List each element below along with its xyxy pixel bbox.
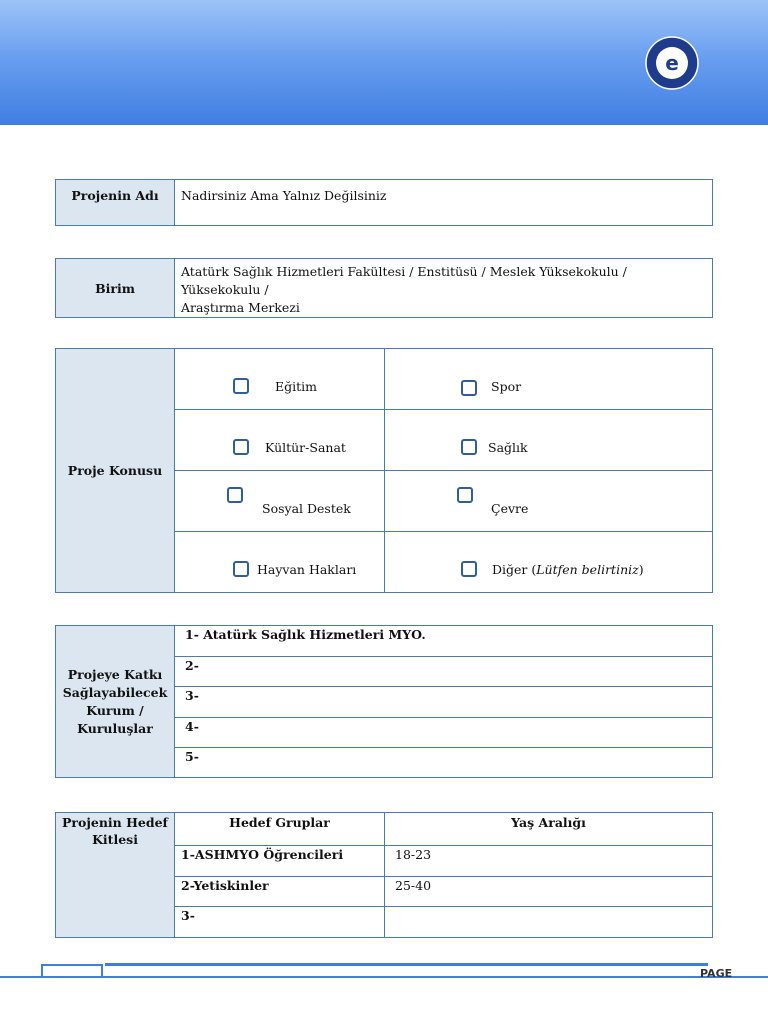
option-sosyal-destek: Sosyal Destek	[262, 501, 351, 516]
footer-page-label: PAGE	[700, 967, 733, 980]
checkbox-cevre[interactable]	[457, 487, 473, 503]
university-logo-icon	[645, 36, 699, 90]
checkbox-sosyal-destek[interactable]	[227, 487, 243, 503]
topic-label: Proje Konusu	[56, 349, 175, 593]
project-name-table	[55, 179, 713, 226]
contributor-item: 5-	[175, 748, 713, 778]
checkbox-diger[interactable]	[461, 561, 477, 577]
audience-label: Projenin Hedef Kitlesi	[56, 813, 175, 938]
checkbox-kultur-sanat[interactable]	[233, 439, 249, 455]
audience-table	[55, 812, 713, 938]
audience-col-age: Yaş Aralığı	[385, 813, 713, 846]
topic-table	[55, 348, 713, 593]
unit-value	[175, 259, 713, 318]
contributors-table	[55, 625, 713, 778]
topic-cell	[385, 410, 713, 471]
contributor-item: 2-	[175, 657, 713, 687]
audience-group: 1-ASHMYO Öğrencileri	[175, 846, 385, 877]
topic-cell	[385, 349, 713, 410]
audience-group: 2-Yetiskinler	[175, 877, 385, 907]
contributors-label: Projeye Katkı Sağlayabilecek Kurum / Kuruluşlar	[56, 626, 175, 778]
unit-table	[55, 258, 713, 318]
header-banner	[0, 0, 768, 125]
project-name-value: Nadirsiniz Ama Yalnız Değilsiniz	[175, 180, 713, 226]
audience-group: 3-	[175, 907, 385, 938]
audience-age	[385, 907, 713, 938]
option-egitim: Eğitim	[275, 379, 317, 394]
unit-label: Birim	[56, 259, 175, 318]
option-diger	[492, 562, 644, 577]
checkbox-hayvan-haklari[interactable]	[233, 561, 249, 577]
option-hayvan-haklari: Hayvan Hakları	[257, 562, 357, 577]
option-cevre: Çevre	[491, 501, 529, 516]
checkbox-egitim[interactable]	[233, 378, 249, 394]
footer-line	[0, 976, 768, 978]
audience-age: 25-40	[385, 877, 713, 907]
audience-age: 18-23	[385, 846, 713, 877]
checkbox-spor[interactable]	[461, 380, 477, 396]
option-spor: Spor	[491, 379, 522, 394]
audience-col-groups: Hedef Gruplar	[175, 813, 385, 846]
logo-letter: e	[665, 51, 679, 75]
contributor-item: 4-	[175, 718, 713, 748]
option-diger-prefix: Diğer (	[492, 562, 537, 577]
option-saglik: Sağlık	[488, 440, 528, 455]
contributor-item: 1- Atatürk Sağlık Hizmetleri MYO.	[175, 626, 713, 657]
option-diger-suffix: )	[638, 562, 644, 577]
option-kultur-sanat: Kültür-Sanat	[265, 440, 346, 455]
project-name-label: Projenin Adı	[56, 180, 175, 226]
unit-value-line2: Araştırma Merkezi	[181, 300, 300, 315]
unit-value-line1: Atatürk Sağlık Hizmetleri Fakültesi / Enstitüsü / Meslek Yüksekokulu / Yüksekokulu /	[181, 264, 627, 297]
topic-cell	[385, 471, 713, 532]
option-diger-hint: Lütfen belirtiniz	[536, 562, 639, 577]
contributor-item: 3-	[175, 687, 713, 718]
footer-bar	[105, 963, 708, 966]
checkbox-saglik[interactable]	[461, 439, 477, 455]
